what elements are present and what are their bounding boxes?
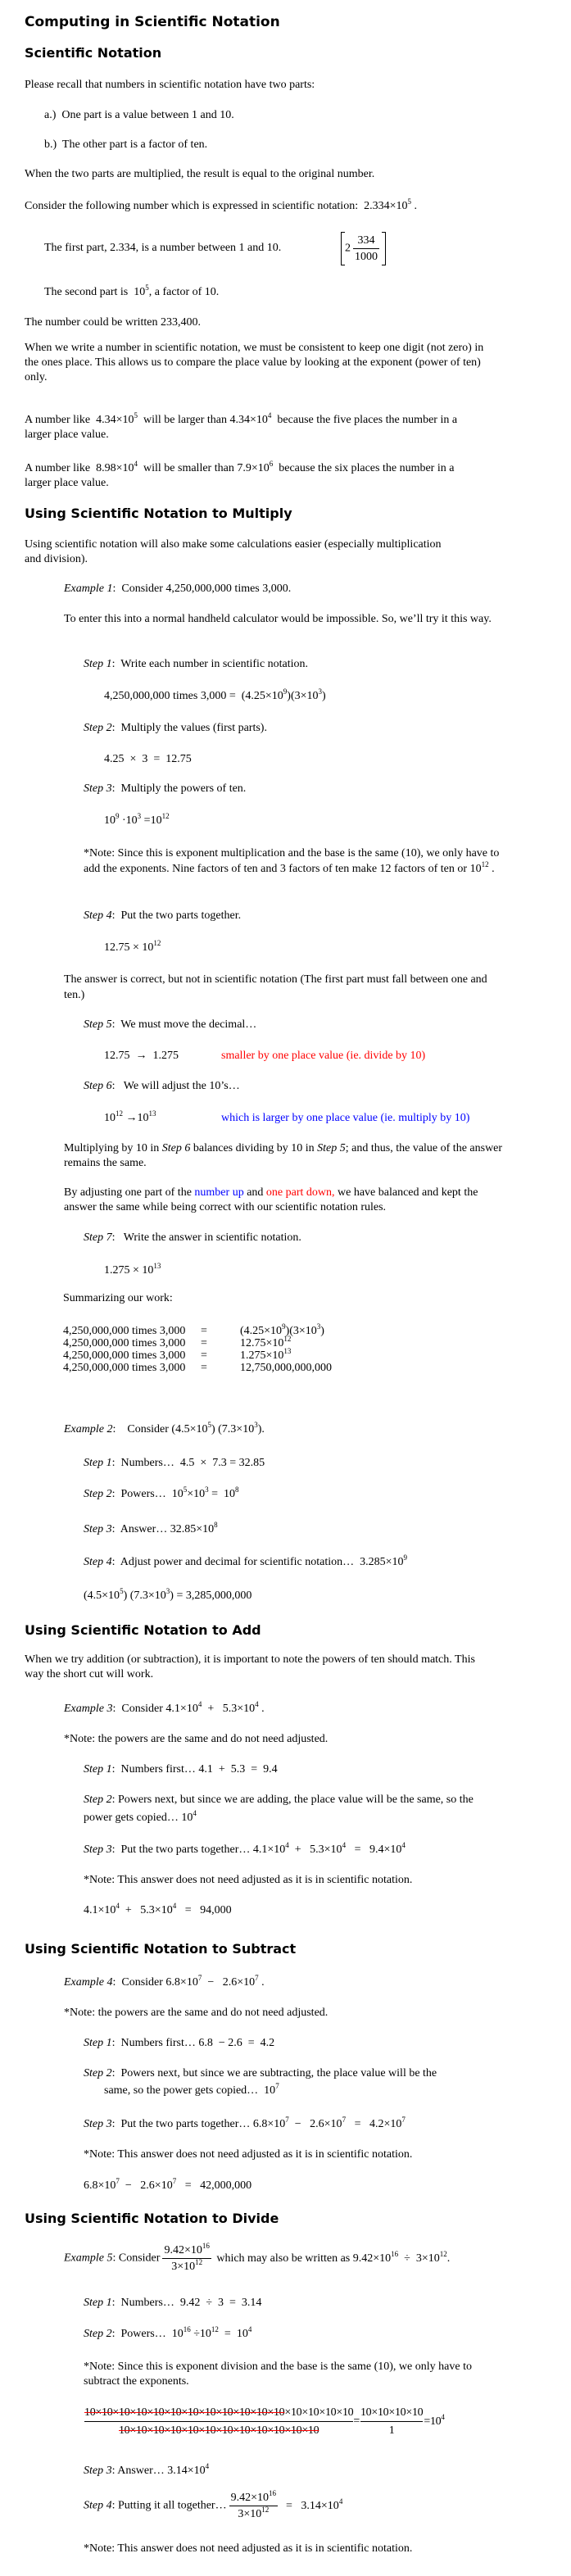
fraction-numerator: 334 <box>353 234 379 249</box>
summary-equals: = <box>201 1349 207 1362</box>
bal-step5: Step 5 <box>317 1142 346 1154</box>
eq-exp: 12 <box>116 1109 123 1118</box>
sub-final-equation <box>84 2179 252 2193</box>
adj-text: By adjusting one part of the <box>64 1186 195 1199</box>
step-text: : Numbers… 9.42 ÷ 3 = 3.14 <box>111 2297 262 2309</box>
eq-exp: 13 <box>153 1262 161 1270</box>
mult-step-7-equation <box>104 1263 161 1277</box>
intro-paragraph: Please recall that numbers in scientific notation have two parts: <box>25 79 315 91</box>
section-heading-subtract: Using Scientific Notation to Subtract <box>25 1941 297 1957</box>
step-label: Step 1 <box>84 1457 112 1469</box>
step-label: Step 3 <box>84 1844 112 1856</box>
example-5 <box>64 2243 450 2274</box>
eq-part: 4.1×10 <box>84 1904 116 1916</box>
cancel-denominator <box>84 2422 353 2438</box>
step-text: : Put the two parts together. <box>111 909 242 922</box>
summary-left: 4,250,000,000 times 3,000 <box>63 1362 186 1374</box>
eq-exp: 12 <box>211 2325 219 2333</box>
eq-exp: 16 <box>183 2325 191 2333</box>
consider-end: . <box>411 200 417 212</box>
cmp2-post: because the six places the number in a larger place value. <box>25 462 455 489</box>
step-text: : Powers next, but since we are adding, the place value will be the same, so the power gets copied… 10 <box>84 1794 474 1824</box>
section-heading-divide: Using Scientific Notation to Divide <box>25 2211 279 2226</box>
step-4-result <box>280 2497 343 2512</box>
sub-step-1 <box>84 2036 274 2050</box>
div-step-2 <box>84 2327 252 2341</box>
example-2 <box>64 1422 265 1436</box>
den-base: 3×10 <box>171 2261 196 2273</box>
eq-exp: 7 <box>116 2177 120 2185</box>
eq-exp: 4 <box>197 1700 202 1708</box>
not-scientific-paragraph: The answer is correct, but not in scientific notation (The first part must fall between one and ten.) <box>64 973 487 1001</box>
eq-exp: 8 <box>214 1521 218 1529</box>
consistency-paragraph: When we write a number in scientific notation, we must be consistent to keep one digit (not zero) in the ones place. This allows us to compare the place value by looking at the exponent (power of ten) only. <box>25 342 484 383</box>
eq-exp: 16 <box>391 2249 399 2258</box>
eq-exp: 7 <box>197 1974 202 1982</box>
eq-exp: 3 <box>318 687 323 696</box>
step-label: Step 3 <box>84 782 112 795</box>
eq-part: ÷ 3×10 <box>398 2252 440 2265</box>
consider-text: Consider the following number which is expressed in scientific notation: <box>25 200 359 212</box>
eq-exp: 7 <box>342 2116 347 2124</box>
eq-part: 12.75×10 <box>240 1337 284 1349</box>
eq-exp: 4 <box>247 2325 252 2333</box>
eq-part: : Put the two parts together… 4.1×10 <box>111 1844 286 1856</box>
eq-exp: 3 <box>254 1421 258 1429</box>
ex2-step-3 <box>84 1522 218 1536</box>
eq-exp: 4 <box>441 2412 445 2421</box>
step-label: Step 2 <box>84 2067 112 2079</box>
example-1-label: Example 1 <box>64 583 113 595</box>
adj-text: we have balanced and kept the answer the same while being correct with our scientific notation rules. <box>64 1186 478 1213</box>
summary-equals: = <box>201 1325 207 1337</box>
step-label: Step 1 <box>84 2297 112 2309</box>
eq-exp: 8 <box>235 1485 239 1494</box>
cmp1-post: because the five places the number in a larger place value. <box>25 414 458 441</box>
eq-part: which may also be written as 9.42×10 <box>213 2252 392 2265</box>
sub-note-same-powers: *Note: the powers are the same and do not need adjusted. <box>64 2007 329 2019</box>
eq-part: + 5.3×10 <box>202 1703 256 1715</box>
cmp1-b-exp: 4 <box>267 411 272 420</box>
bal-text: ; and thus, the value of the answer remains the same. <box>64 1142 503 1169</box>
eq-part: ÷10 <box>190 2328 211 2340</box>
step-label: Step 1 <box>84 658 112 670</box>
eq-part: : Adjust power and decimal for scientific notation… 3.285×10 <box>111 1556 404 1568</box>
bracket-whole: 2 <box>345 242 351 255</box>
sub-step-2 <box>84 2066 437 2080</box>
eq-exp: 7 <box>275 2082 279 2090</box>
fraction-numerator <box>162 2243 211 2259</box>
eq-part: + 5.3×10 <box>119 1904 173 1916</box>
fraction-numerator <box>229 2491 278 2506</box>
eq-part: − 2.6×10 <box>202 1976 256 1989</box>
eq-part: 10 <box>104 1112 116 1124</box>
eq-exp: 4 <box>255 1700 259 1708</box>
note-base: 10 <box>469 863 482 875</box>
exponent-add-note <box>84 846 503 877</box>
example-4 <box>64 1975 265 1989</box>
bal-text: balances dividing by 10 in <box>190 1142 318 1154</box>
ex2-step-2 <box>84 1487 239 1501</box>
eq-part: . <box>258 1976 265 1989</box>
fraction-denominator: 1000 <box>355 251 378 263</box>
add-step-3 <box>84 1843 406 1857</box>
first-part-text: The first part, 2.334, is a number between 1 and 10. <box>44 242 282 254</box>
compare-smaller-paragraph <box>25 461 483 491</box>
mult-step-5-equation: 12.75 → 1.275 <box>104 1050 179 1062</box>
eq-part: ). <box>257 1423 265 1435</box>
adj-up-text: number up <box>194 1186 244 1199</box>
eq-exp: 7 <box>172 2177 177 2185</box>
ex2-step-1 <box>84 1456 265 1470</box>
cmp2-a: 8.98×10 <box>96 462 134 474</box>
step-text: : Numbers first… 6.8 − 2.6 = 4.2 <box>111 2037 275 2049</box>
step-text: : Putting it all together… <box>111 2499 227 2512</box>
adjusting-paragraph <box>64 1186 510 1215</box>
cmp2-pre: A number like <box>25 462 91 474</box>
eq-exp: 12 <box>161 812 170 820</box>
second-part-paragraph <box>44 285 219 299</box>
step-4-fraction <box>229 2491 278 2521</box>
eq-part: ) (7.3×10 <box>211 1423 255 1435</box>
step-text: : Write the answer in scientific notation. <box>111 1231 301 1244</box>
eq-exp: 12 <box>439 2249 447 2258</box>
step-label: Step 2 <box>84 2328 112 2340</box>
div-step-4 <box>84 2491 342 2521</box>
eq-exp: 7 <box>285 2116 289 2124</box>
cmp2-b-exp: 6 <box>269 460 274 468</box>
divide-by-ten-note: smaller by one place value (ie. divide by 10) <box>221 1050 426 1062</box>
add-intro: When we try addition (or subtraction), it is important to note the powers of ten should match. This way the short cut will work. <box>25 1653 475 1680</box>
example-4-label: Example 4 <box>64 1976 113 1989</box>
eq-part: : Consider (4.5×10 <box>112 1423 208 1435</box>
eq-part: = 10 <box>208 1488 236 1500</box>
eq-exp: 4 <box>401 1841 406 1849</box>
eq-exp: 3 <box>137 812 142 820</box>
div-note-ok: *Note: This answer does not need adjusted as it is in scientific notation. <box>84 2542 413 2555</box>
add-note-same-powers: *Note: the powers are the same and do not need adjusted. <box>64 1733 329 1745</box>
eq-part: ×10 <box>187 1488 206 1500</box>
simplified-numerator: 10×10×10×10 <box>360 2406 423 2422</box>
eq-exp: 12 <box>153 939 161 947</box>
example-5-alt <box>213 2249 451 2265</box>
eq-part: = 10 <box>218 2328 248 2340</box>
eq-part: : Powers… 10 <box>111 1488 184 1500</box>
add-final-equation <box>84 1903 232 1917</box>
simplified-denominator: 1 <box>388 2424 395 2437</box>
num-base: 9.42×10 <box>164 2244 202 2256</box>
cmp1-a: 4.34×10 <box>96 414 134 426</box>
second-part-base: 10 <box>134 286 146 298</box>
eq-part: = 94,000 <box>176 1904 232 1916</box>
eq-exp: 3 <box>165 1587 170 1595</box>
sub-note-ok: *Note: This answer does not need adjusted as it is in scientific notation. <box>84 2148 413 2161</box>
bal-text: Multiplying by 10 in <box>64 1142 162 1154</box>
eq-exp: 4 <box>342 1841 347 1849</box>
bal-step6: Step 6 <box>161 1142 191 1154</box>
eq-part: →10 <box>123 1112 149 1124</box>
eq-exp: 5 <box>183 1485 188 1494</box>
step-label: Step 2 <box>84 1488 112 1500</box>
example-2-label: Example 2 <box>64 1423 113 1435</box>
written-paragraph: The number could be written 233,400. <box>25 316 202 329</box>
mult-step-5 <box>84 1018 256 1032</box>
summary-table <box>63 1322 332 1374</box>
example-5-text: : Consider <box>112 2252 161 2265</box>
cmp1-pre: A number like <box>25 414 91 426</box>
mult-step-2-equation: 4.25 × 3 = 12.75 <box>104 753 192 765</box>
note-exp: 12 <box>481 860 489 868</box>
example-1-text: : Consider 4,250,000,000 times 3,000. <box>112 583 292 595</box>
ex2-step-4 <box>84 1555 407 1569</box>
eq-exp: 5 <box>207 1421 211 1429</box>
eq-exp: 4 <box>285 1841 289 1849</box>
eq-part: . <box>258 1703 265 1715</box>
section-heading-scientific-notation: Scientific Notation <box>25 45 162 61</box>
summary-row <box>63 1337 332 1349</box>
summary-right <box>240 1349 332 1362</box>
den-exp: 12 <box>195 2258 203 2266</box>
step-label: Step 4 <box>84 1556 112 1568</box>
eq-exp: 12 <box>283 1335 292 1343</box>
eq-exp: 9 <box>283 687 288 696</box>
summary-left: 4,250,000,000 times 3,000 <box>63 1349 186 1362</box>
summary-label: Summarizing our work: <box>63 1292 173 1304</box>
cancel-struck-factors: 10×10×10×10×10×10×10×10×10×10×10×10 <box>118 2424 319 2437</box>
cancellation-equation <box>84 2406 445 2438</box>
second-part-pre: The second part is <box>44 286 129 298</box>
example-5-label: Example 5 <box>64 2252 113 2265</box>
eq-part: = 42,000,000 <box>176 2179 252 2192</box>
mult-step-1 <box>84 657 308 671</box>
multiply-parts-paragraph: When the two parts are multiplied, the result is equal to the original number. <box>25 168 375 180</box>
step-label: Step 7 <box>84 1231 112 1244</box>
summary-equals: = <box>201 1337 207 1349</box>
cmp2-a-exp: 4 <box>134 460 138 468</box>
eq-exp: 4 <box>172 1902 177 1910</box>
mult-step-3 <box>84 782 246 796</box>
eq-part: (4.25×10 <box>240 1325 283 1337</box>
mult-step-1-equation <box>104 689 326 703</box>
note-text: *Note: Since this is exponent multiplication and the base is the same (10), we only have to add the exponents. Nine factors of ten and 3 factors of ten make 12 factors of ten or <box>84 847 500 875</box>
eq-part: ) <box>322 690 326 702</box>
div-note-subtract: *Note: Since this is exponent division and the base is the same (10), we only have to subtract the exponents. <box>84 2361 472 2388</box>
cmp1-b: 4.34×10 <box>229 414 268 426</box>
eq-part: 1.275 × 10 <box>104 1264 154 1277</box>
eq-part: ) = 3,285,000,000 <box>170 1590 252 1602</box>
cancel-fraction <box>84 2406 353 2438</box>
eq-exp: 3 <box>316 1322 321 1331</box>
eq-part: 12.75 × 10 <box>104 941 154 954</box>
eq-part: = 4.2×10 <box>346 2118 402 2130</box>
cmp1-a-exp: 5 <box>134 411 138 420</box>
ex2-final-equation <box>84 1589 252 1603</box>
eq-exp: 4 <box>205 2462 210 2470</box>
eq-exp: 9 <box>116 812 120 820</box>
step-text: : Multiply the values (first parts). <box>111 722 267 734</box>
step-text: : Write each number in scientific notation. <box>111 658 309 670</box>
eq-part: : Powers… 10 <box>111 2328 184 2340</box>
eq-part: (4.5×10 <box>84 1590 120 1602</box>
eq-exp: 9 <box>403 1553 407 1562</box>
section-heading-add: Using Scientific Notation to Add <box>25 1622 261 1638</box>
eq-part: : Answer… 3.14×10 <box>111 2465 206 2477</box>
adj-text: and <box>243 1186 266 1199</box>
summary-equals: = <box>201 1362 207 1374</box>
eq-part: : Consider 4.1×10 <box>112 1703 198 1715</box>
mixed-number-bracket <box>341 232 386 265</box>
eq-part: ·10 <box>119 814 138 827</box>
mult-step-4 <box>84 909 241 923</box>
eq-exp: 13 <box>148 1109 156 1118</box>
example-3-label: Example 3 <box>64 1703 113 1715</box>
eq-part: 12,750,000,000,000 <box>240 1362 332 1374</box>
step-label: Step 4 <box>84 909 112 922</box>
step-label: Step 6 <box>84 1080 112 1092</box>
num-base: 9.42×10 <box>230 2492 270 2504</box>
eq-exp: 7 <box>255 1974 259 1982</box>
adj-down-text: one part down, <box>265 1186 335 1199</box>
cancel-remaining-factors: ×10×10×10×10 <box>284 2406 354 2419</box>
summary-row <box>63 1362 332 1374</box>
step-label: Step 5 <box>84 1018 112 1031</box>
mult-step-4-equation <box>104 941 161 955</box>
summary-left: 4,250,000,000 times 3,000 <box>63 1325 186 1337</box>
eq-part: : Consider 6.8×10 <box>112 1976 198 1989</box>
calculator-paragraph: To enter this into a normal handheld calculator would be impossible. So, we’ll try it this way. <box>64 613 492 625</box>
eq-part: ) <box>320 1325 324 1337</box>
eq-part: . <box>446 2252 451 2265</box>
mult-step-3-equation <box>104 814 170 828</box>
cmp2-mid: will be smaller than <box>143 462 234 474</box>
cancel-numerator <box>84 2406 353 2422</box>
summary-right <box>240 1362 332 1374</box>
cancel-result <box>424 2412 445 2428</box>
step-text: : We will adjust the 10’s… <box>111 1080 240 1092</box>
eq-part: 1.275×10 <box>240 1349 284 1362</box>
fraction-denominator <box>162 2259 211 2274</box>
eq-exp: 3 <box>205 1485 209 1494</box>
note-end: . <box>488 863 495 875</box>
eq-exp: 4 <box>193 1809 197 1817</box>
step-label: Step 3 <box>84 1523 112 1535</box>
add-note-ok: *Note: This answer does not need adjusted as it is in scientific notation. <box>84 1874 413 1886</box>
eq-exp: 5 <box>120 1587 124 1595</box>
sub-step-2-cont <box>104 2084 279 2098</box>
num-exp: 16 <box>269 2489 277 2497</box>
add-step-2 <box>84 1791 477 1827</box>
eq-part: )(3×10 <box>285 1325 317 1337</box>
consider-exponent: 5 <box>407 197 411 206</box>
step-label: Step 1 <box>84 1763 112 1776</box>
eq-part: =10 <box>141 814 162 827</box>
summary-left: 4,250,000,000 times 3,000 <box>63 1337 186 1349</box>
step-text: : Numbers first… 4.1 + 5.3 = 9.4 <box>111 1763 278 1776</box>
mult-step-2 <box>84 721 267 735</box>
example-1 <box>64 582 291 596</box>
mult-step-6-equation <box>104 1111 156 1125</box>
balance-paragraph <box>64 1141 510 1171</box>
eq-part: = 3.14×10 <box>280 2499 339 2512</box>
list-item-b: b.) The other part is a factor of ten. <box>44 138 208 151</box>
bracket <box>341 232 386 265</box>
add-step-1 <box>84 1762 278 1776</box>
step-label: Step 1 <box>84 2037 112 2049</box>
eq-part: 4,250,000,000 times 3,000 = (4.25×10 <box>104 690 283 702</box>
simplified-fraction <box>360 2406 423 2438</box>
eq-part: 6.8×10 <box>84 2179 116 2192</box>
compare-larger-paragraph <box>25 413 483 442</box>
eq-part: )(3×10 <box>287 690 319 702</box>
eq-part: : Answer… 32.85×10 <box>111 1523 215 1535</box>
bracket-fraction <box>353 234 379 264</box>
mult-step-7 <box>84 1231 301 1245</box>
consider-paragraph <box>25 199 417 213</box>
eq-exp: 13 <box>283 1347 292 1355</box>
second-part-exp: 5 <box>145 283 149 292</box>
multiply-intro: Using scientific notation will also make some calculations easier (especially multiplication and division). <box>25 538 442 565</box>
second-part-post: , a factor of 10. <box>148 286 220 298</box>
eq-part: = 9.4×10 <box>346 1844 402 1856</box>
step-label: Step 2 <box>84 1794 112 1806</box>
step-text: : Powers next, but since we are subtracting, the place value will be the <box>111 2067 437 2079</box>
eq-exp: 4 <box>116 1902 120 1910</box>
summary-row <box>63 1349 332 1362</box>
div-step-3 <box>84 2464 209 2478</box>
div-step-1 <box>84 2296 261 2310</box>
section-heading-multiply: Using Scientific Notation to Multiply <box>25 506 292 521</box>
den-exp: 12 <box>261 2506 270 2514</box>
fraction-denominator <box>229 2506 278 2521</box>
eq-part: − 2.6×10 <box>288 2118 342 2130</box>
step-label: Step 2 <box>84 722 112 734</box>
sub-step-3 <box>84 2117 406 2131</box>
eq-part: : Put the two parts together… 6.8×10 <box>111 2118 286 2130</box>
step-text: same, so the power gets copied… 10 <box>104 2084 276 2097</box>
cmp1-mid: will be larger than <box>143 414 228 426</box>
summary-row <box>63 1325 332 1337</box>
step-text: : Numbers… 4.5 × 7.3 = 32.85 <box>111 1457 265 1469</box>
step-text: : We must move the decimal… <box>111 1018 257 1031</box>
consider-number: 2.334×10 <box>364 200 408 212</box>
eq-part: 10 <box>104 814 116 827</box>
eq-part: − 2.6×10 <box>119 2179 173 2192</box>
eq-part: + 5.3×10 <box>288 1844 342 1856</box>
eq-exp: 9 <box>282 1322 286 1331</box>
eq-part: ) (7.3×10 <box>123 1590 166 1602</box>
den-base: 3×10 <box>238 2508 262 2520</box>
equals-sign: = <box>353 2415 360 2428</box>
eq-exp: 7 <box>401 2116 406 2124</box>
step-label: Step 4 <box>84 2499 112 2512</box>
page-title: Computing in Scientific Notation <box>25 14 280 30</box>
num-exp: 16 <box>202 2242 210 2250</box>
list-item-a: a.) One part is a value between 1 and 10. <box>44 109 234 121</box>
cancel-struck-factors: 10×10×10×10×10×10×10×10×10×10×10×10 <box>84 2406 285 2419</box>
step-label: Step 3 <box>84 2118 112 2130</box>
cmp2-b: 7.9×10 <box>237 462 270 474</box>
mult-step-6 <box>84 1079 240 1093</box>
step-text: : Multiply the powers of ten. <box>111 782 247 795</box>
eq-part: =10 <box>424 2415 442 2428</box>
eq-exp: 4 <box>338 2497 343 2506</box>
step-label: Step 3 <box>84 2465 112 2477</box>
example-5-fraction <box>162 2243 211 2274</box>
example-3 <box>64 1702 265 1716</box>
multiply-by-ten-note: which is larger by one place value (ie. multiply by 10) <box>221 1112 470 1124</box>
